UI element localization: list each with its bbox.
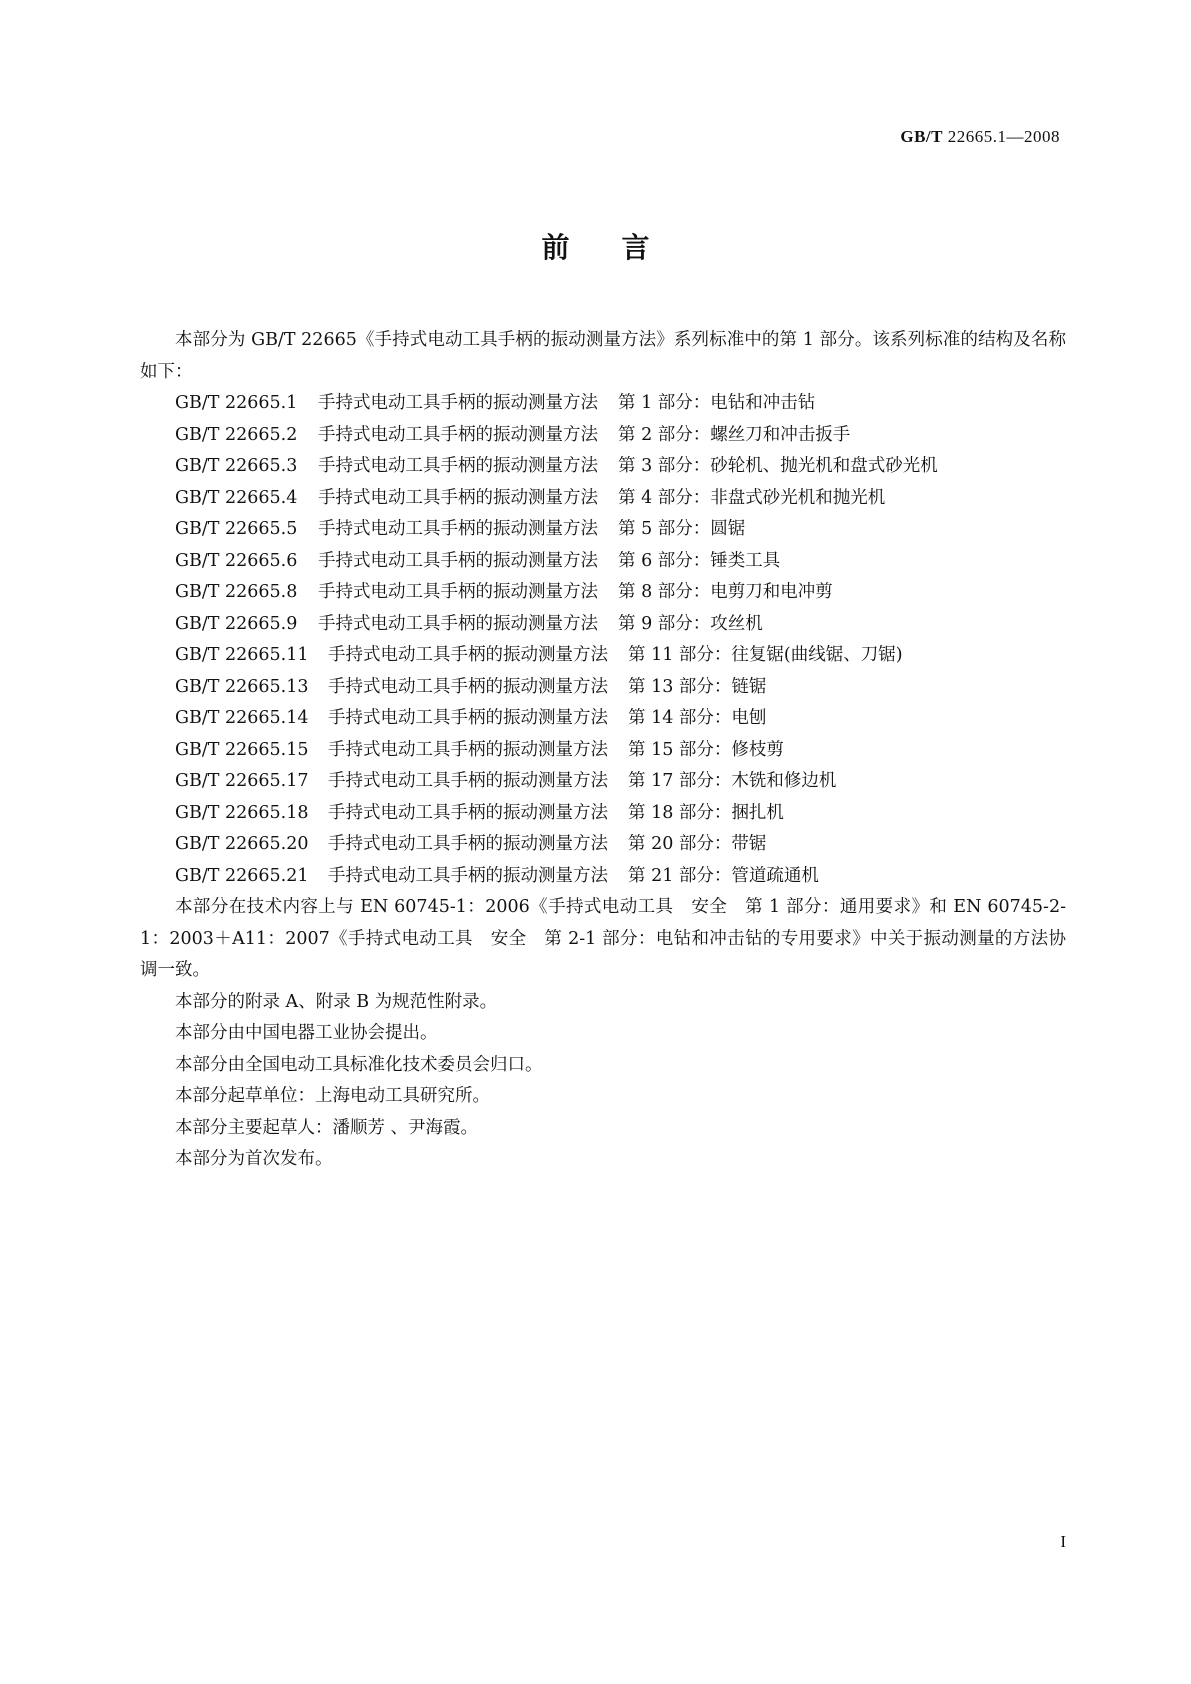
part-code: GB/T 22665.14 xyxy=(175,708,309,728)
page-number: I xyxy=(1060,1532,1066,1551)
first-release-note: 本部分为首次发布。 xyxy=(175,1149,333,1169)
part-series-title: 手持式电动工具手柄的振动测量方法 xyxy=(318,487,598,508)
list-item xyxy=(175,766,1066,798)
part-series-title: 手持式电动工具手柄的振动测量方法 xyxy=(328,771,608,791)
drafters: 本部分主要起草人：潘顺芳 、尹海霞。 xyxy=(175,1117,479,1138)
list-item xyxy=(175,577,1066,609)
part-code: GB/T 22665.21 xyxy=(175,865,309,886)
parts-list xyxy=(140,388,1066,892)
part-series-title: 手持式电动工具手柄的振动测量方法 xyxy=(318,456,598,476)
part-series-title: 手持式电动工具手柄的振动测量方法 xyxy=(328,865,608,886)
part-code: GB/T 22665.17 xyxy=(175,771,309,791)
list-item xyxy=(175,703,1066,735)
list-item xyxy=(175,735,1066,767)
part-code: GB/T 22665.11 xyxy=(175,645,309,665)
part-code: GB/T 22665.6 xyxy=(175,550,298,571)
part-code: GB/T 22665.18 xyxy=(175,802,309,823)
part-code: GB/T 22665.13 xyxy=(175,676,309,697)
part-series-title: 手持式电动工具手柄的振动测量方法 xyxy=(328,739,608,760)
part-name: 第 3 部分：砂轮机、抛光机和盘式砂光机 xyxy=(618,456,938,476)
list-item xyxy=(175,451,1066,483)
part-name: 第 8 部分：电剪刀和电冲剪 xyxy=(618,582,833,602)
annex-note: 本部分的附录 A、附录 B 为规范性附录。 xyxy=(175,991,498,1012)
part-name: 第 21 部分：管道疏通机 xyxy=(628,865,819,886)
standard-code-number: 22665.1—2008 xyxy=(947,127,1060,146)
list-item xyxy=(175,388,1066,420)
part-name: 第 6 部分：锤类工具 xyxy=(618,550,781,571)
drafting-unit: 本部分起草单位：上海电动工具研究所。 xyxy=(175,1086,490,1106)
part-code: GB/T 22665.15 xyxy=(175,739,309,760)
list-item xyxy=(175,483,1066,515)
part-series-title: 手持式电动工具手柄的振动测量方法 xyxy=(328,708,608,728)
part-code: GB/T 22665.1 xyxy=(175,393,298,413)
part-series-title: 手持式电动工具手柄的振动测量方法 xyxy=(318,613,598,634)
part-code: GB/T 22665.20 xyxy=(175,834,309,854)
list-item xyxy=(175,672,1066,704)
part-code: GB/T 22665.2 xyxy=(175,424,298,445)
harmonization-paragraph: 本部分在技术内容上与 EN 60745-1：2006《手持式电动工具 安全 第 1 部分：通用要求》和 EN 60745-2-1：2003＋A11：2007《手持式电动工具 安全 第 2-1 部分：电钻和冲击钻的专用要求》中关于振动测量的方法协调一致。 xyxy=(140,897,1066,980)
list-item xyxy=(175,829,1066,861)
part-name: 第 18 部分：捆扎机 xyxy=(628,802,784,823)
part-series-title: 手持式电动工具手柄的振动测量方法 xyxy=(318,393,598,413)
intro-paragraph: 本部分为 GB/T 22665《手持式电动工具手柄的振动测量方法》系列标准中的第 1 部分。该系列标准的结构及名称如下： xyxy=(140,330,1066,382)
standard-code xyxy=(900,127,1060,147)
part-code: GB/T 22665.4 xyxy=(175,487,298,508)
foreword-body xyxy=(140,325,1066,1176)
part-name: 第 4 部分：非盘式砂光机和抛光机 xyxy=(618,487,886,508)
list-item xyxy=(175,514,1066,546)
list-item xyxy=(175,609,1066,641)
part-series-title: 手持式电动工具手柄的振动测量方法 xyxy=(328,834,608,854)
part-name: 第 15 部分：修枝剪 xyxy=(628,739,784,760)
part-code: GB/T 22665.9 xyxy=(175,613,298,634)
part-name: 第 11 部分：往复锯(曲线锯、刀锯) xyxy=(628,645,903,665)
part-name: 第 17 部分：木铣和修边机 xyxy=(628,771,837,791)
part-name: 第 13 部分：链锯 xyxy=(628,676,767,697)
list-item xyxy=(175,861,1066,893)
part-series-title: 手持式电动工具手柄的振动测量方法 xyxy=(318,550,598,571)
part-name: 第 20 部分：带锯 xyxy=(628,834,767,854)
part-name: 第 9 部分：攻丝机 xyxy=(618,613,763,634)
list-item xyxy=(175,640,1066,672)
part-code: GB/T 22665.8 xyxy=(175,582,298,602)
part-series-title: 手持式电动工具手柄的振动测量方法 xyxy=(318,582,598,602)
part-series-title: 手持式电动工具手柄的振动测量方法 xyxy=(328,645,608,665)
part-series-title: 手持式电动工具手柄的振动测量方法 xyxy=(328,676,608,697)
centralized-by: 本部分由全国电动工具标准化技术委员会归口。 xyxy=(175,1054,543,1075)
part-name: 第 1 部分：电钻和冲击钻 xyxy=(618,393,816,413)
part-code: GB/T 22665.5 xyxy=(175,519,298,539)
part-name: 第 14 部分：电刨 xyxy=(628,708,767,728)
standard-code-prefix: GB/T xyxy=(900,127,943,146)
list-item xyxy=(175,798,1066,830)
part-code: GB/T 22665.3 xyxy=(175,456,298,476)
page-title: 前言 xyxy=(541,231,702,264)
part-series-title: 手持式电动工具手柄的振动测量方法 xyxy=(318,519,598,539)
list-item xyxy=(175,420,1066,452)
part-name: 第 5 部分：圆锯 xyxy=(618,519,746,539)
proposed-by: 本部分由中国电器工业协会提出。 xyxy=(175,1023,438,1043)
part-name: 第 2 部分：螺丝刀和冲击扳手 xyxy=(618,424,851,445)
part-series-title: 手持式电动工具手柄的振动测量方法 xyxy=(318,424,598,445)
part-series-title: 手持式电动工具手柄的振动测量方法 xyxy=(328,802,608,823)
list-item xyxy=(175,546,1066,578)
